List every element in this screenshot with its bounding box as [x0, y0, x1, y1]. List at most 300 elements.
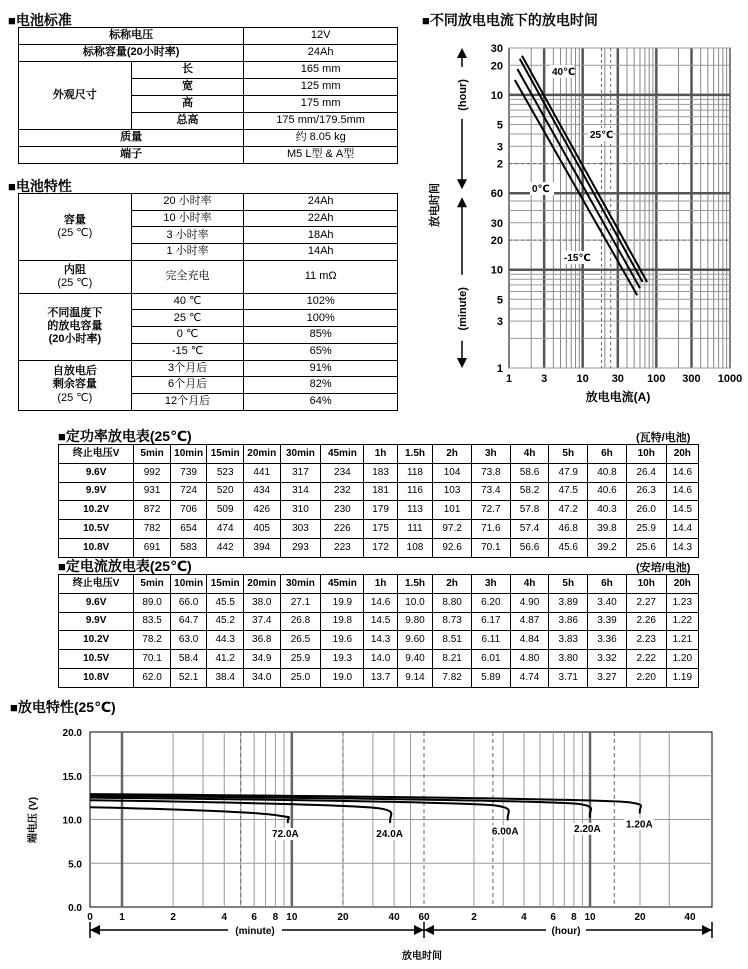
- table-cell: 45.2: [207, 612, 244, 631]
- section-title-log-chart: ■不同放电电流下的放电时间: [422, 12, 598, 28]
- column-header: 30min: [280, 575, 321, 594]
- section-title-specs: ■电池标准: [8, 12, 72, 28]
- discharge-curve-0: [90, 807, 289, 823]
- series-label: -15℃: [564, 253, 591, 264]
- table-row: [59, 463, 699, 482]
- column-header: 1.5h: [397, 575, 432, 594]
- table-cell: 441: [243, 463, 280, 482]
- table-cell: 14.5: [666, 501, 698, 520]
- spec-table: [18, 27, 398, 164]
- temp-label-line: 的放电容量: [47, 320, 103, 333]
- x-tick-label: 1: [505, 373, 513, 385]
- table-cell: 14.0: [364, 650, 397, 669]
- spec-label: 质量: [19, 130, 244, 147]
- table-cell: 26.5: [280, 631, 321, 650]
- table-row: [59, 668, 699, 687]
- column-header: 10h: [626, 575, 666, 594]
- y-tick-label: 0.0: [68, 903, 82, 914]
- table-cell: 3.80: [549, 650, 588, 669]
- y-axis-label: 放电时间: [429, 183, 441, 227]
- x-tick-label-hour: 6: [550, 912, 556, 923]
- table-cell: 293: [280, 538, 321, 557]
- discharge-time-chart: [418, 30, 748, 420]
- table-cell: 4.80: [510, 650, 549, 669]
- column-header: 4h: [510, 575, 549, 594]
- spec-value: 约 8.05 kg: [244, 130, 398, 147]
- table-cell: 26.8: [280, 612, 321, 631]
- y-unit-minute: (minute): [457, 287, 469, 331]
- table-cell: 232: [321, 482, 364, 501]
- table-cell: 931: [134, 482, 171, 501]
- table-cell: 38.4: [207, 668, 244, 687]
- x-tick-label-minute: 60: [418, 912, 430, 923]
- temp-value: 102%: [244, 293, 398, 310]
- x-axis-label: 放电时间: [402, 951, 442, 962]
- x-tick-label: 3: [541, 373, 548, 385]
- table-row: [19, 28, 398, 45]
- y-tick-label: 5.0: [68, 859, 82, 871]
- table-cell: 70.1: [134, 650, 171, 669]
- table-cell: 4.87: [510, 612, 549, 631]
- x-tick-label: 100: [647, 373, 666, 385]
- table-cell: 782: [134, 520, 171, 539]
- table-header-row: [59, 445, 699, 464]
- table-cell: 25.9: [280, 650, 321, 669]
- table-cell: 314: [280, 482, 321, 501]
- column-header: 1.5h: [397, 445, 432, 464]
- capacity-rate: 20 小时率: [131, 194, 244, 211]
- table-cell: 25.9: [626, 520, 666, 539]
- table-cell: 62.0: [134, 668, 171, 687]
- table-row: [19, 147, 398, 164]
- specs-title: 电池标准: [15, 12, 72, 28]
- temp-value-label: -15 ℃: [131, 343, 244, 360]
- x-tick-label-minute: 6: [251, 912, 257, 923]
- self-value: 82%: [244, 377, 398, 394]
- temp-value: 65%: [244, 343, 398, 360]
- table-cell: 56.6: [510, 538, 549, 557]
- table-header-row: [59, 575, 699, 594]
- table-cell: 303: [280, 520, 321, 539]
- table-cell: 103: [433, 482, 472, 501]
- current-table-title: 定电流放电表(25℃): [65, 558, 192, 574]
- characteristics-title: 电池特性: [15, 178, 72, 194]
- curve-label: 6.00A: [491, 826, 519, 838]
- column-header: 10min: [170, 575, 207, 594]
- capacity-value: 18Ah: [244, 227, 398, 244]
- table-cell: 9.40: [397, 650, 432, 669]
- self-value-label: 3个月后: [131, 360, 244, 377]
- table-cell: 37.4: [243, 612, 280, 631]
- table-cell: 706: [170, 501, 207, 520]
- curve-label: 1.20A: [626, 819, 653, 831]
- table-cell: 739: [170, 463, 207, 482]
- column-header: 终止电压V: [59, 575, 134, 594]
- row-label: 9.9V: [59, 482, 134, 501]
- x-tick-label: 300: [682, 373, 701, 385]
- self-label-line: 自放电后: [52, 365, 97, 378]
- curve-label: 2.20A: [574, 823, 601, 835]
- table-cell: 57.4: [510, 520, 549, 539]
- temp-value-label: 40 ℃: [131, 293, 244, 310]
- resistance-value: 11 mΩ: [244, 260, 398, 293]
- column-header: 5min: [134, 575, 171, 594]
- table-cell: 434: [243, 482, 280, 501]
- table-cell: 83.5: [134, 612, 171, 631]
- spec-label: 总高: [131, 113, 244, 130]
- table-cell: 520: [207, 482, 244, 501]
- table-cell: 14.4: [666, 520, 698, 539]
- table-cell: 14.6: [666, 482, 698, 501]
- table-cell: 3.40: [588, 593, 627, 612]
- table-cell: 111: [397, 520, 432, 539]
- table-cell: 8.51: [433, 631, 472, 650]
- table-cell: 226: [321, 520, 364, 539]
- column-header: 20min: [243, 445, 280, 464]
- table-cell: 92.6: [433, 538, 472, 557]
- y-tick-label-hour: 2: [496, 158, 503, 171]
- resistance-temp: (25 ℃): [57, 276, 93, 289]
- spec-value: 175 mm: [244, 96, 398, 113]
- x-tick-label-hour: 10: [584, 912, 596, 923]
- table-cell: 3.36: [588, 631, 627, 650]
- column-header: 1h: [364, 575, 397, 594]
- table-cell: 25.6: [626, 538, 666, 557]
- table-cell: 9.80: [397, 612, 432, 631]
- table-cell: 47.5: [549, 482, 588, 501]
- x-unit-minute: (minute): [235, 926, 275, 937]
- power-discharge-table: [58, 444, 699, 558]
- capacity-rate: 10 小时率: [131, 210, 244, 227]
- table-cell: 39.8: [588, 520, 627, 539]
- table-cell: 5.89: [471, 668, 510, 687]
- table-cell: 14.3: [666, 538, 698, 557]
- row-label: 9.9V: [59, 612, 134, 631]
- column-header: 2h: [433, 575, 472, 594]
- y-tick-label: 10.0: [62, 815, 82, 827]
- table-cell: 19.0: [321, 668, 364, 687]
- y-tick-label-minute: 30: [490, 217, 503, 230]
- arrow-head: [424, 925, 434, 935]
- row-label: 10.5V: [59, 520, 134, 539]
- y-tick-label-hour: 30: [490, 43, 503, 55]
- column-header: 5h: [549, 445, 588, 464]
- table-cell: 1.19: [666, 668, 698, 687]
- table-cell: 523: [207, 463, 244, 482]
- column-header: 5min: [134, 445, 171, 464]
- arrow-head: [457, 358, 467, 368]
- x-tick-label-minute: 10: [286, 912, 298, 923]
- table-cell: 509: [207, 501, 244, 520]
- table-row: [19, 194, 398, 211]
- column-header: 30min: [280, 445, 321, 464]
- table-cell: 36.8: [243, 631, 280, 650]
- spec-label: 端子: [19, 147, 244, 164]
- row-label: 10.2V: [59, 501, 134, 520]
- y-axis-label: 端电压 (V): [28, 796, 39, 844]
- self-label-line: (25 ℃): [57, 391, 93, 404]
- discharge-characteristics-chart: [0, 718, 748, 968]
- table-cell: 72.7: [471, 501, 510, 520]
- column-header: 6h: [588, 445, 627, 464]
- table-cell: 6.01: [471, 650, 510, 669]
- spec-label: 外观尺寸: [19, 62, 132, 130]
- x-tick-label-minute: 1: [119, 912, 125, 923]
- table-cell: 3.89: [549, 593, 588, 612]
- capacity-value: 14Ah: [244, 244, 398, 261]
- arrow-head: [702, 925, 712, 935]
- row-label: 9.6V: [59, 593, 134, 612]
- temp-label-line: (20小时率): [48, 333, 102, 346]
- temp-value-label: 0 ℃: [131, 327, 244, 344]
- table-cell: 6.17: [471, 612, 510, 631]
- section-title-power-table: ■定功率放电表(25℃): [58, 428, 192, 444]
- table-row: [19, 293, 398, 310]
- table-cell: 34.9: [243, 650, 280, 669]
- arrow-head: [457, 197, 467, 207]
- table-cell: 175: [364, 520, 397, 539]
- table-cell: 14.6: [364, 593, 397, 612]
- table-row: [59, 593, 699, 612]
- y-tick-label-minute: 5: [496, 294, 503, 307]
- table-cell: 230: [321, 501, 364, 520]
- table-cell: 172: [364, 538, 397, 557]
- table-cell: 474: [207, 520, 244, 539]
- y-tick-label-minute: 1: [496, 363, 503, 375]
- table-cell: 223: [321, 538, 364, 557]
- table-cell: 9.14: [397, 668, 432, 687]
- y-tick-label-minute: 3: [496, 316, 503, 329]
- y-tick-label-minute: 60: [490, 188, 503, 201]
- table-cell: 47.2: [549, 501, 588, 520]
- x-tick-label: 10: [576, 373, 589, 385]
- table-cell: 19.6: [321, 631, 364, 650]
- series-label: 40℃: [552, 67, 576, 78]
- table-cell: 38.0: [243, 593, 280, 612]
- table-cell: 2.22: [626, 650, 666, 669]
- column-header: 20min: [243, 575, 280, 594]
- series-label: 25℃: [590, 130, 614, 141]
- table-cell: 70.1: [471, 538, 510, 557]
- current-table-unit: (安培/电池): [636, 562, 691, 574]
- table-cell: 47.9: [549, 463, 588, 482]
- column-header: 1h: [364, 445, 397, 464]
- row-label: 10.5V: [59, 650, 134, 669]
- table-cell: 89.0: [134, 593, 171, 612]
- y-tick-label-hour: 20: [490, 60, 503, 73]
- table-cell: 40.6: [588, 482, 627, 501]
- table-cell: 394: [243, 538, 280, 557]
- column-header: 2h: [433, 445, 472, 464]
- table-cell: 118: [397, 463, 432, 482]
- self-discharge-label: [19, 360, 132, 410]
- arrow-head: [457, 179, 467, 189]
- table-cell: 46.8: [549, 520, 588, 539]
- column-header: 5h: [549, 575, 588, 594]
- table-cell: 19.9: [321, 593, 364, 612]
- table-cell: 14.5: [364, 612, 397, 631]
- table-cell: 58.4: [170, 650, 207, 669]
- arrow-head: [90, 925, 100, 935]
- table-cell: 4.90: [510, 593, 549, 612]
- column-header: 15min: [207, 575, 244, 594]
- table-cell: 8.73: [433, 612, 472, 631]
- spec-value: 12V: [244, 28, 398, 45]
- table-cell: 19.3: [321, 650, 364, 669]
- power-table-title: 定功率放电表(25℃): [65, 428, 192, 444]
- curve-label: 72.0A: [272, 829, 299, 840]
- self-label-line: 剩余容量: [52, 378, 97, 391]
- x-axis-label: 放电电流(A): [585, 390, 651, 404]
- spec-label: 高: [131, 96, 244, 113]
- table-row: [59, 650, 699, 669]
- table-cell: 1.22: [666, 612, 698, 631]
- x-tick-label-hour: 2: [471, 912, 477, 923]
- self-value-label: 12个月后: [131, 393, 244, 410]
- table-cell: 2.20: [626, 668, 666, 687]
- table-cell: 1.23: [666, 593, 698, 612]
- current-discharge-table: [58, 574, 699, 688]
- table-cell: 310: [280, 501, 321, 520]
- table-cell: 71.6: [471, 520, 510, 539]
- table-cell: 101: [433, 501, 472, 520]
- table-cell: 1.21: [666, 631, 698, 650]
- table-cell: 27.1: [280, 593, 321, 612]
- table-cell: 13.7: [364, 668, 397, 687]
- spec-label: 长: [131, 62, 244, 79]
- section-title-current-table: ■定电流放电表(25℃): [58, 558, 192, 574]
- capacity-temp: (25 ℃): [57, 226, 93, 239]
- table-cell: 73.8: [471, 463, 510, 482]
- series-line-0: [522, 56, 647, 282]
- table-cell: 583: [170, 538, 207, 557]
- row-label: 10.2V: [59, 631, 134, 650]
- table-cell: 113: [397, 501, 432, 520]
- table-cell: 19.8: [321, 612, 364, 631]
- table-row: [19, 62, 398, 79]
- column-header: 45min: [321, 445, 364, 464]
- table-cell: 97.2: [433, 520, 472, 539]
- table-cell: 3.39: [588, 612, 627, 631]
- arrow-head: [457, 48, 467, 58]
- table-cell: 181: [364, 482, 397, 501]
- table-cell: 45.6: [549, 538, 588, 557]
- x-tick-label: 30: [611, 373, 624, 385]
- table-cell: 691: [134, 538, 171, 557]
- column-header: 20h: [666, 445, 698, 464]
- table-cell: 45.5: [207, 593, 244, 612]
- y-tick-label-hour: 5: [496, 119, 503, 132]
- section-title-characteristics: ■电池特性: [8, 178, 72, 194]
- table-cell: 58.6: [510, 463, 549, 482]
- table-cell: 57.8: [510, 501, 549, 520]
- table-row: [59, 520, 699, 539]
- table-cell: 52.1: [170, 668, 207, 687]
- table-cell: 64.7: [170, 612, 207, 631]
- table-cell: 405: [243, 520, 280, 539]
- spec-value: 175 mm/179.5mm: [244, 113, 398, 130]
- spec-value: 125 mm: [244, 79, 398, 96]
- self-value: 64%: [244, 393, 398, 410]
- table-cell: 14.6: [666, 463, 698, 482]
- capacity-rate: 3 小时率: [131, 227, 244, 244]
- table-cell: 34.0: [243, 668, 280, 687]
- log-chart-title: 不同放电电流下的放电时间: [429, 12, 598, 28]
- table-cell: 2.26: [626, 612, 666, 631]
- table-cell: 4.74: [510, 668, 549, 687]
- x-tick-label-hour: 20: [634, 912, 646, 923]
- row-label: 10.8V: [59, 538, 134, 557]
- y-tick-label-minute: 20: [490, 235, 503, 248]
- table-row: [59, 501, 699, 520]
- table-cell: 4.84: [510, 631, 549, 650]
- table-cell: 3.86: [549, 612, 588, 631]
- table-cell: 116: [397, 482, 432, 501]
- column-header: 45min: [321, 575, 364, 594]
- capacity-label: [19, 194, 132, 261]
- table-cell: 14.3: [364, 631, 397, 650]
- row-label: 9.6V: [59, 463, 134, 482]
- table-cell: 7.82: [433, 668, 472, 687]
- spec-label: 标称容量(20小时率): [19, 45, 244, 62]
- series-label: 0℃: [532, 184, 550, 195]
- column-header: 15min: [207, 445, 244, 464]
- table-cell: 26.3: [626, 482, 666, 501]
- table-cell: 317: [280, 463, 321, 482]
- table-cell: 654: [170, 520, 207, 539]
- spec-label: 标称电压: [19, 28, 244, 45]
- table-cell: 63.0: [170, 631, 207, 650]
- row-label: 10.8V: [59, 668, 134, 687]
- column-header: 3h: [471, 575, 510, 594]
- x-tick-label-minute: 2: [170, 912, 176, 923]
- series-line-1: [520, 59, 643, 282]
- x-tick-label-minute: 4: [221, 912, 228, 923]
- table-row: [19, 130, 398, 147]
- column-header: 10h: [626, 445, 666, 464]
- table-row: [19, 360, 398, 377]
- table-cell: 8.80: [433, 593, 472, 612]
- table-cell: 26.0: [626, 501, 666, 520]
- x-tick-label-minute: 40: [388, 912, 400, 923]
- self-value-label: 6个月后: [131, 377, 244, 394]
- table-cell: 872: [134, 501, 171, 520]
- x-tick-label-minute: 20: [337, 912, 349, 923]
- table-cell: 992: [134, 463, 171, 482]
- x-unit-hour: (hour): [551, 926, 581, 937]
- table-cell: 108: [397, 538, 432, 557]
- temp-capacity-label: [19, 293, 132, 360]
- table-cell: 25.0: [280, 668, 321, 687]
- table-cell: 179: [364, 501, 397, 520]
- table-cell: 26.4: [626, 463, 666, 482]
- y-tick-label: 20.0: [62, 728, 82, 739]
- y-unit-hour: (hour): [457, 79, 469, 111]
- resistance-label: [19, 260, 132, 293]
- table-cell: 78.2: [134, 631, 171, 650]
- column-header: 10min: [170, 445, 207, 464]
- table-cell: 73.4: [471, 482, 510, 501]
- table-cell: 6.20: [471, 593, 510, 612]
- y-tick-label: 15.0: [62, 771, 82, 783]
- table-row: [19, 45, 398, 62]
- capacity-label-text: 容量: [63, 213, 86, 226]
- table-cell: 66.0: [170, 593, 207, 612]
- spec-value: M5 L型 & A型: [244, 147, 398, 164]
- temp-value-label: 25 ℃: [131, 310, 244, 327]
- table-cell: 3.83: [549, 631, 588, 650]
- table-row: [59, 612, 699, 631]
